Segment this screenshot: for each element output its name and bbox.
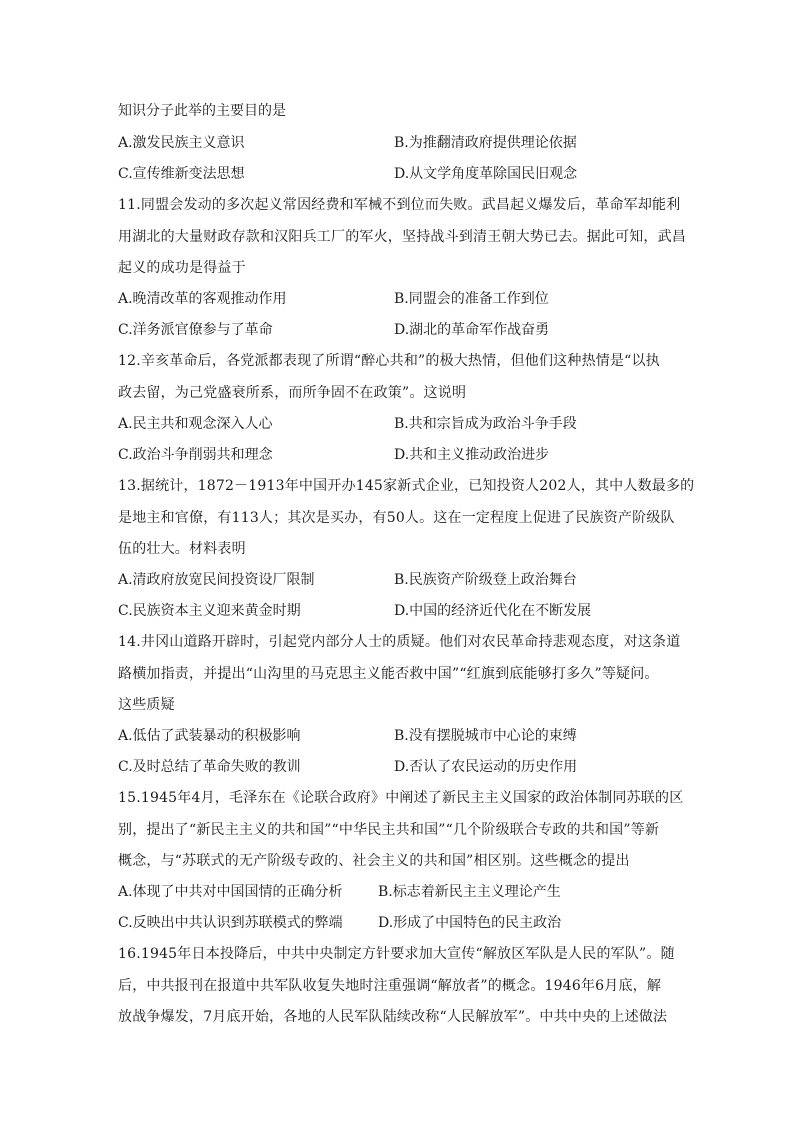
q11-option-d: D.湖北的革命军作战奋勇 [394, 322, 550, 338]
q12-option-c: C.政治斗争削弱共和理念 [118, 447, 273, 463]
q11-stem-line-1: 11.同盟会发动的多次起义常因经费和军械不到位而失败。武昌起义爆发后，革命军却能利 [118, 197, 681, 213]
q14-option-d: D.否认了农民运动的历史作用 [394, 759, 578, 775]
q14-option-c: C.及时总结了革命失败的教训 [118, 759, 301, 775]
q13-option-a: A.清政府放宽民间投资设厂限制 [118, 572, 315, 588]
q11-stem-line-2: 用湖北的大量财政存款和汉阳兵工厂的军火，坚持战斗到清王朝大势已去。据此可知，武昌 [118, 229, 686, 245]
q12-option-b: B.共和宗旨成为政治斗争手段 [394, 416, 577, 432]
q16-stem-line-1: 16.1945年日本投降后，中共中央制定方针要求加大宣传“解放区军队是人民的军队”。随 [118, 946, 675, 962]
q11-option-b: B.同盟会的准备工作到位 [394, 291, 549, 307]
q12-option-a: A.民主共和观念深入人心 [118, 416, 273, 432]
q12-stem-line-2: 政去留，为己党盛衰所系，而所争固不在政策”。这说明 [118, 385, 467, 401]
q13-stem-line-3: 伍的壮大。材料表明 [118, 541, 246, 557]
q15-stem-line-1: 15.1945年4月，毛泽东在《论联合政府》中阐述了新民主主义国家的政治体制同苏联的区 [118, 790, 684, 806]
q15-option-d: D.形成了中国特色的民主政治 [378, 915, 562, 931]
q13-option-b: B.民族资产阶级登上政治舞台 [394, 572, 577, 588]
q10-option-a: A.激发民族主义意识 [118, 135, 245, 151]
q11-option-a: A.晚清改革的客观推动作用 [118, 291, 287, 307]
q10-option-b: B.为推翻清政府提供理论依据 [394, 135, 577, 151]
q13-option-c: C.民族资本主义迎来黄金时期 [118, 603, 301, 619]
q10-option-d: D.从文学角度革除国民旧观念 [394, 166, 578, 182]
q10-option-c: C.宣传维新变法思想 [118, 166, 245, 182]
q16-stem-line-3: 放战争爆发，7月底开始，各地的人民军队陆续改称“人民解放军”。中共中央的上述做法 [118, 1009, 668, 1025]
q12-stem-line-1: 12.辛亥革命后，各党派都表现了所谓“醉心共和”的极大热情，但他们这种热情是“以执 [118, 353, 660, 369]
q15-option-b: B.标志着新民主主义理论产生 [378, 884, 561, 900]
q14-stem-line-2: 路横加指责，并提出“山沟里的马克思主义能否救中国”“红旗到底能够打多久”等疑问。 [118, 666, 659, 682]
q14-option-a: A.低估了武装暴动的积极影响 [118, 728, 301, 744]
q14-stem-line-1: 14.井冈山道路开辟时，引起党内部分人士的质疑。他们对农民革命持悲观态度，对这条道 [118, 634, 681, 650]
q13-stem-line-1: 13.据统计，1872－1913年中国开办145家新式企业，已知投资人202人，其中人数最多的 [118, 478, 695, 494]
q13-stem-line-2: 是地主和官僚，有113人；其次是买办，有50人。这在一定程度上促进了民族资产阶级队 [118, 510, 675, 526]
q15-stem-line-2: 别，提出了“新民主主义的共和国”“中华民主共和国”“几个阶级联合专政的共和国”等新 [118, 822, 660, 838]
q11-stem-line-3: 起义的成功是得益于 [118, 260, 246, 276]
q15-option-a: A.体现了中共对中国国情的正确分析 [118, 884, 343, 900]
q15-stem-line-3: 概念，与“苏联式的无产阶级专政的、社会主义的共和国”相区别。这些概念的提出 [118, 853, 630, 869]
intro-text: 知识分子此举的主要目的是 [118, 103, 286, 119]
q12-option-d: D.共和主义推动政治进步 [394, 447, 550, 463]
q16-stem-line-2: 后，中共报刊在报道中共军队收复失地时注重强调“解放者”的概念。1946年6月底，解 [118, 978, 662, 994]
q13-option-d: D.中国的经济近代化在不断发展 [394, 603, 592, 619]
q15-option-c: C.反映出中共认识到苏联模式的弊端 [118, 915, 343, 931]
q11-option-c: C.洋务派官僚参与了革命 [118, 322, 273, 338]
q14-option-b: B.没有摆脱城市中心论的束缚 [394, 728, 577, 744]
q14-stem-line-3: 这些质疑 [118, 697, 175, 713]
